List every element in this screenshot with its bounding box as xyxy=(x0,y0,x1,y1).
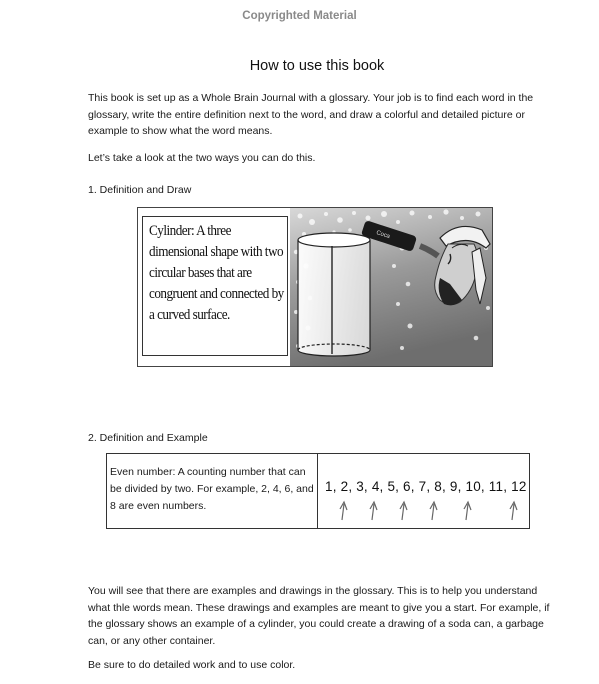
cylinder-definition: Cylinder: A three dimensional shape with two circular bases that are congruent and connected by a curved surface. xyxy=(149,223,284,323)
glass-cylinder-illustration xyxy=(298,233,370,356)
up-arrow-icon xyxy=(430,502,437,520)
page-title: How to use this book xyxy=(249,58,385,74)
intro-paragraph: This book is set up as a Whole Brain Journal with a glossary. Your job is to find each word in the glossary, write the entire definition next to the word, and draw a colorful and detailed picture or example to show what the word means. xyxy=(88,92,534,137)
can-label-art: Coca xyxy=(375,230,391,241)
definition-example-table xyxy=(106,453,530,529)
section2-heading: 2. Definition and Example xyxy=(88,432,208,444)
lead-paragraph: Let’s take a look at the two ways you can do this. xyxy=(88,152,316,164)
definition-draw-example xyxy=(137,207,493,367)
cylinder-definition-box xyxy=(142,216,288,356)
up-arrow-icon xyxy=(464,502,471,520)
cylinder-drawing xyxy=(290,208,492,366)
up-arrow-icon xyxy=(510,502,517,520)
up-arrow-icon xyxy=(340,502,347,520)
final-paragraph: Be sure to do detailed work and to use color. xyxy=(88,659,296,671)
even-number-arrows xyxy=(319,454,529,528)
section1-heading: 1. Definition and Draw xyxy=(88,184,192,196)
closing-paragraph: You will see that there are examples and drawings in the glossary. This is to help you understand what thle words mean. These drawings and examples are meant to give you a start. For example, if the glossary shows an example of a cylinder, you could create a drawing of a soda can, a garbage can, or any other container. xyxy=(88,585,550,647)
example-cell xyxy=(319,454,529,528)
copyright-watermark: Copyrighted Material xyxy=(242,10,357,22)
even-number-definition: Even number: A counting number that can be divided by two. For example, 2, 4, 6, and 8 are even numbers. xyxy=(107,454,318,528)
number-sequence: 1, 2, 3, 4, 5, 6, 7, 8, 9, 10, 11, 12 xyxy=(325,479,527,494)
up-arrow-icon xyxy=(370,502,377,520)
up-arrow-icon xyxy=(400,502,407,520)
